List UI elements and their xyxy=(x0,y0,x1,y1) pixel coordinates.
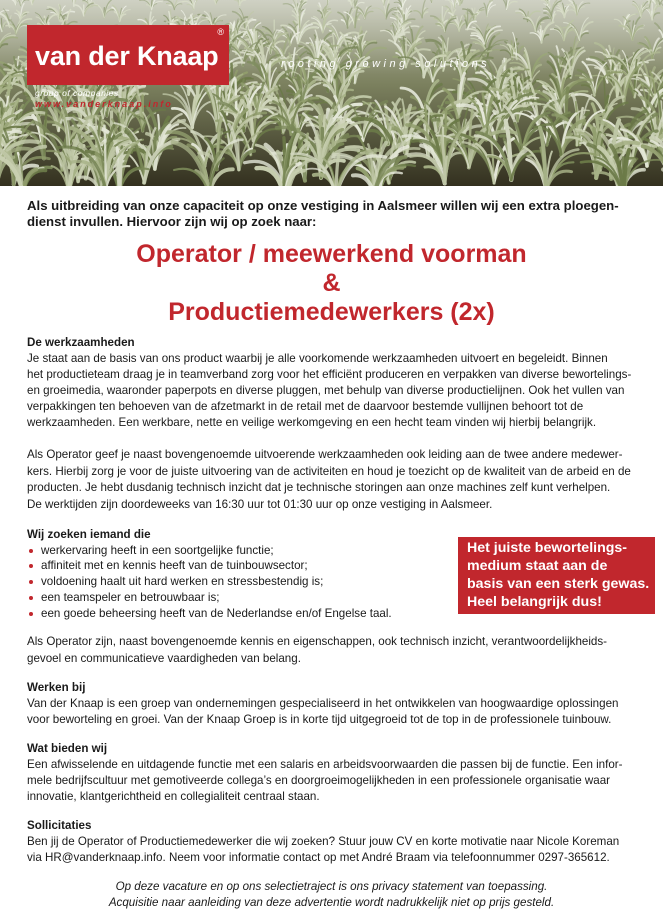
callout-line: Heel belangrijk dus! xyxy=(467,594,602,610)
requirement-item xyxy=(27,558,392,574)
vacancy-title-productiemedewerkers: Productiemedewerkers (2x) xyxy=(168,298,495,326)
group-label: group of companies xyxy=(35,88,119,98)
section-operator-leiding xyxy=(27,447,631,513)
body-text-line: Ben jij de Operator of Productiemedewerker die wij zoeken? Stuur jouw CV en korte motivatie naar Nicole Koreman xyxy=(27,835,620,848)
body-text-line: verpakkingen ten behoeven van de afzetmarkt in de retail met de daarvoor bestemde vullijnen behoort tot de xyxy=(27,400,584,413)
body-text-line: Je staat aan de basis van ons product waarbij je alle voorkomende werkzaamheden uitvoert en begeleidt. Binnen xyxy=(27,352,608,365)
body-text-line: Als Operator geef je naast bovengenoemde uitvoerende werkzaamheden ook leiding aan de twee andere medewer- xyxy=(27,448,623,461)
vacancy-title-ampersand: & xyxy=(322,269,341,297)
requirement-text: een goede beheersing heeft van de Nederlandse en/of Engelse taal. xyxy=(41,606,392,620)
body-text-line: kers. Hierbij zorg je voor de juiste uitvoering van de activiteiten en houd je toezicht op de kwaliteit van de arbeid en de xyxy=(27,464,631,478)
section-operator-kennis xyxy=(27,634,607,667)
section-heading: De werkzaamheden xyxy=(27,336,135,349)
body-text-line: voor beworteling en groei. Van der Knaap Groep is in korte tijd uitgegroeid tot de top in de professionele tuinbouw. xyxy=(27,713,612,726)
vacancy-title-operator: Operator / meewerkend voorman xyxy=(136,240,527,268)
body-text-line: innovatie, klantgerichtheid en collegialiteit centraal staan. xyxy=(27,790,320,803)
footer-line: Op deze vacature en op ons selectietraject is ons privacy statement van toepassing. xyxy=(115,880,548,893)
section-sollicitaties xyxy=(27,818,619,866)
callout-line: Het juiste bewortelings- xyxy=(467,540,628,556)
intro-line: Als uitbreiding van onze capaciteit op onze vestiging in Aalsmeer willen wij een extra ploegen- xyxy=(27,198,619,213)
bullet-icon xyxy=(29,580,33,584)
bullet-icon xyxy=(29,564,33,568)
footer-line: Acquisitie naar aanleiding van deze advertentie wordt nadrukkelijk niet op prijs gesteld. xyxy=(108,896,555,909)
requirement-item xyxy=(27,543,392,559)
body-text-line: producten. Je hebt dusdanig technisch inzicht dat je technische storingen aan onze machines zelf kunt verhelpen. xyxy=(27,481,611,494)
requirement-item xyxy=(27,574,392,590)
requirement-text: werkervaring heeft in een soortgelijke functie; xyxy=(41,543,274,557)
requirement-text: een teamspeler en betrouwbaar is; xyxy=(41,590,220,604)
requirement-text: affiniteit met en kennis heeft van de tuinbouwsector; xyxy=(41,559,308,573)
callout-line: medium staat aan de xyxy=(467,558,608,574)
section-heading: Wat bieden wij xyxy=(27,742,108,755)
callout-line: basis van een sterk gewas. xyxy=(467,576,650,592)
body-text-line: het productieteam draag je in teamverband zorg voor het efficiënt produceren en verpakken van diverse bewortelings- xyxy=(27,368,632,381)
vacancy-titles xyxy=(0,240,663,327)
registered-trademark-icon: ® xyxy=(217,27,224,37)
logo-wordmark: van der Knaap xyxy=(35,41,219,71)
website-url: www.vanderknaap.info xyxy=(35,99,173,109)
section-heading: Werken bij xyxy=(27,681,86,694)
body-text-line: Als Operator zijn, naast bovengenoemde kennis en eigenschappen, ook technisch inzicht, verantwoordelijkheids- xyxy=(27,635,608,648)
header-banner xyxy=(0,0,663,186)
section-heading: Sollicitaties xyxy=(27,819,92,832)
section-wat-bieden-wij xyxy=(27,741,623,805)
body-text-line: Van der Knaap is een groep van ondernemingen gespecialiseerd in het ontwikkelen van hoogwaardige oplossingen xyxy=(27,697,619,710)
section-werkzaamheden xyxy=(27,335,631,431)
section-werken-bij xyxy=(27,680,618,728)
footer-disclaimer xyxy=(0,879,663,911)
requirement-item xyxy=(27,606,392,622)
intro-line: dienst invullen. Hiervoor zijn wij op zoek naar: xyxy=(27,214,317,229)
bullet-icon xyxy=(29,596,33,600)
requirement-item xyxy=(27,590,392,606)
body-text-line: werkzaamheden. Een werkbare, nette en veilige werkomgeving en een hecht team vinden wij hierbij belangrijk. xyxy=(27,416,597,429)
bullet-icon xyxy=(29,549,33,553)
bullet-icon xyxy=(29,612,33,616)
requirement-text: voldoening haalt uit hard werken en stressbestendig is; xyxy=(41,575,324,589)
company-tagline: rooting growing solutions xyxy=(281,58,491,70)
section-heading: Wij zoeken iemand die xyxy=(27,528,151,541)
body-text-line: gevoel en communicatieve vaardigheden van belang. xyxy=(27,651,301,665)
company-logo xyxy=(27,25,229,85)
body-text-line: via HR@vanderknaap.info. Neem voor informatie contact op met André Braam via telefoonnummer 0297-365612. xyxy=(27,851,610,864)
body-text-line: De werktijden zijn doordeweeks van 16:30 uur tot 01:30 uur op onze vestiging in Aalsmeer. xyxy=(27,497,493,511)
body-text-line: Een afwisselende en uitdagende functie met een salaris en arbeidsvoorwaarden die passen bij de functie. Een infor- xyxy=(27,758,623,771)
section-wij-zoeken xyxy=(27,527,392,621)
callout-box xyxy=(458,537,655,614)
intro-text xyxy=(27,198,619,230)
body-text-line: en groeimedia, waaronder paperpots en diverse pluggen, met behulp van diverse productielijnen. Ook het vullen van xyxy=(27,384,625,397)
body-text-line: mele bedrijfscultuur met gemotiveerde collega’s en doorgroeimogelijkheden in een professionele organisatie waar xyxy=(27,774,611,787)
